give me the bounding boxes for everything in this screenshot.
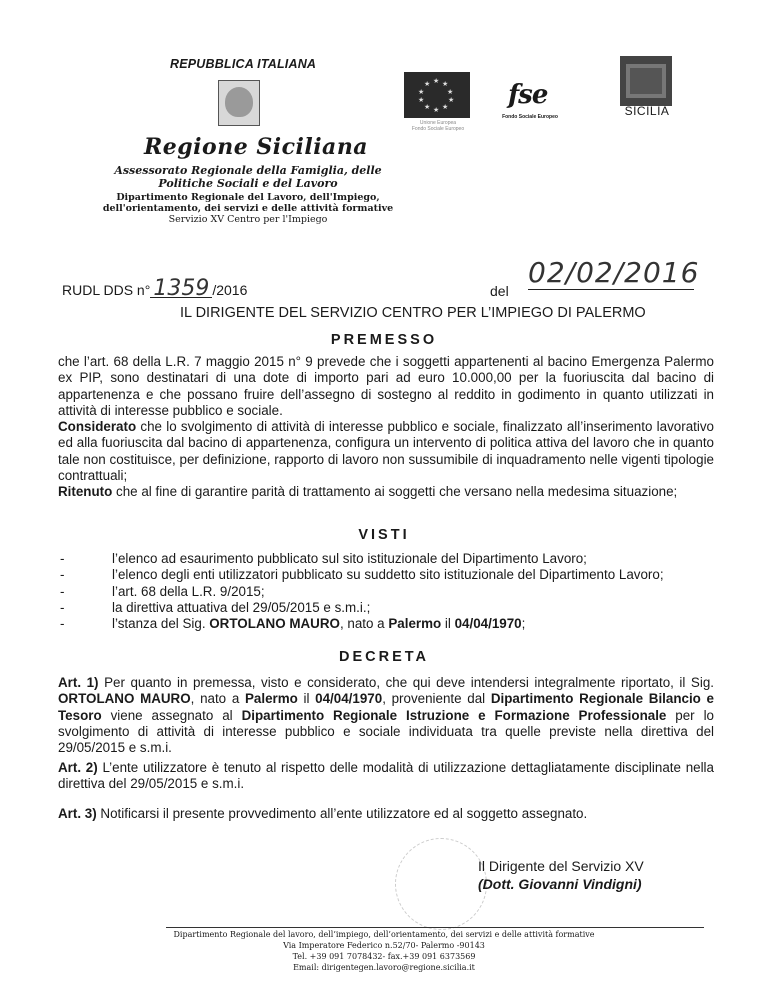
ritenuto-text: che al fine di garantire parità di trattamento ai soggetti che versano nella medesima situazione; [112, 484, 678, 500]
visti-item-text: il [441, 616, 455, 632]
footer-divider [166, 927, 704, 928]
list-item [58, 567, 718, 583]
birth-place: Palermo [244, 691, 298, 707]
article-3 [58, 806, 714, 822]
dipartimento [90, 192, 406, 214]
visti-list [58, 551, 718, 632]
visti-item-text: ; [521, 616, 526, 632]
footer-phone: Tel. +39 091 7078432- fax.+39 091 6373569 [292, 952, 476, 961]
list-dash: - [60, 616, 65, 632]
birth-date: 04/04/1970 [454, 616, 522, 632]
birth-date: 04/04/1970 [315, 691, 383, 707]
ritenuto-label: Ritenuto [58, 484, 113, 500]
visti-item-text: l’stanza del Sig. [112, 616, 210, 632]
article-label: Art. 1) [58, 675, 99, 690]
fse-logo: fse [508, 80, 548, 110]
assessorato-line: Politiche Sociali e del Lavoro [158, 177, 338, 190]
target-department: Dipartimento Regionale Istruzione e Formazione Professionale [241, 707, 667, 723]
decree-number [62, 276, 248, 301]
visti-item-text: l’elenco degli enti utilizzatori pubblicato su suddetto sito istituzionale del Dipartimento Lavoro; [112, 567, 664, 583]
handwritten-number: 1359 [150, 281, 212, 298]
article-text: L’ente utilizzatore è tenuto al rispetto delle modalità di utilizzazione dettagliatamente disciplinate nella direttiva del 29/05/2015 e s.m.i. [58, 760, 714, 792]
footer-email: Email: dirigentegen.lavoro@regione.sicilia.it [293, 963, 475, 972]
sicily-crest-icon [218, 80, 260, 126]
footer-address: Via Imperatore Federico n.52/70- Palermo -90143 [283, 941, 485, 950]
article-text: viene assegnato al [101, 707, 242, 723]
premesso-heading: PREMESSO [330, 332, 438, 348]
stamp-icon [395, 838, 487, 930]
repubblica-heading: REPUBBLICA ITALIANA [170, 57, 317, 71]
source-department: Dipartimento Regionale Bilancio e Tesoro [58, 691, 714, 723]
article-label: Art. 3) [58, 806, 97, 821]
dipartimento-line: dell'orientamento, dei servizi e delle attività formative [102, 203, 394, 214]
footer [100, 929, 668, 973]
list-dash: - [60, 551, 65, 566]
list-item [58, 616, 718, 632]
list-item [58, 584, 718, 600]
list-dash: - [60, 599, 65, 615]
fse-caption: Fondo Sociale Europeo [502, 114, 558, 120]
visti-item-text: , nato a [339, 616, 389, 632]
sicilia-logo-text: SICILIA [624, 104, 670, 118]
article-2 [58, 760, 714, 793]
handwritten-date: 02/02/2016 [528, 256, 700, 289]
article-label: Art. 2) [58, 760, 98, 775]
signature-name: (Dott. Giovanni Vindigni) [478, 876, 642, 892]
dipartimento-line: Dipartimento Regionale del Lavoro, dell'Impiego, [116, 192, 380, 203]
premesso-paragraph: che l’art. 68 della L.R. 7 maggio 2015 n° 9 prevede che i soggetti appartenenti al bacino Emergenza Palermo ex PIP, sono destinatari di una dote di importo pari ad euro 10.000,00 per la fuoriuscita dal bacino di appartenenza e che possano fruire dell’assegno di sostegno al reddito in godimento in quanto utilizzati in attività di interesse pubblico e sociale. [58, 354, 714, 418]
considerato-label: Considerato [58, 419, 137, 435]
eu-caption-line: Fondo Sociale Europeo [411, 126, 465, 132]
regione-siciliana-title: Regione Siciliana [144, 134, 369, 160]
del-label: del [490, 283, 509, 299]
article-text: per lo svolgimento di attività di interesse pubblico e sociale individuata tra quelle previste nella direttiva del 29/05/2015 e s.m.i. [58, 707, 714, 756]
article-text: Per quanto in premessa, visto e considerato, che qui deve intendersi integralmente riportato, il Sig. [98, 675, 714, 690]
visti-item-text: l’elenco ad esaurimento pubblicato sul sito istituzionale del Dipartimento Lavoro; [112, 551, 587, 566]
article-text: Notificarsi il presente provvedimento all’ente utilizzatore ed al soggetto assegnato. [96, 806, 588, 821]
document-title: IL DIRIGENTE DEL SERVIZIO CENTRO PER L’IMPIEGO DI PALERMO [180, 305, 646, 321]
eu-flag-icon: ★ ★ ★ ★ ★ ★ ★ ★ ★ ★ [404, 72, 470, 118]
visti-heading: VISTI [358, 527, 410, 543]
decreta-heading: DECRETA [338, 649, 429, 665]
assessorato-line: Assessorato Regionale della Famiglia, delle [114, 164, 382, 177]
visti-item-text: l’art. 68 della L.R. 9/2015; [112, 583, 265, 599]
list-dash: - [60, 583, 65, 599]
eu-caption-line: Unione Europea [419, 120, 457, 126]
list-dash: - [60, 567, 65, 583]
sicilia-logo-icon [620, 56, 672, 106]
list-item [58, 551, 718, 567]
person-name: ORTOLANO MAURO [209, 616, 340, 632]
considerato-text: che lo svolgimento di attività di interesse pubblico e sociale, finalizzato all’inserimento lavorativo ed alla fuoriuscita dal bacino di appartenenza, configura un intervento di politica attiva del lavoro che in quanto tale non costituisce, per definizione, rapporto di lavoro non sussumibile di inquadramento nelle vigenti tipologie contrattuali; [58, 419, 714, 484]
article-text: , nato a [190, 691, 245, 707]
footer-line: Dipartimento Regionale del lavoro, dell’impiego, dell’orientamento, dei servizi e delle attività formative [173, 930, 595, 939]
article-text: il [297, 691, 316, 707]
signature-title: Il Dirigente del Servizio XV [478, 858, 644, 874]
article-1 [58, 675, 714, 756]
eu-caption [396, 120, 480, 132]
rudl-label: RUDL DDS n° [62, 282, 151, 298]
premesso-body [58, 354, 714, 501]
decree-year: /2016 [212, 282, 248, 298]
person-name: ORTOLANO MAURO [58, 691, 191, 707]
visti-item-text: la direttiva attuativa del 29/05/2015 e s.m.i.; [112, 599, 371, 615]
birth-place: Palermo [388, 616, 442, 632]
list-item [58, 600, 718, 616]
assessorato [100, 164, 396, 190]
article-text: , proveniente dal [382, 691, 491, 707]
servizio: Servizio XV Centro per l'Impiego [168, 214, 328, 225]
signature-block [478, 857, 644, 893]
